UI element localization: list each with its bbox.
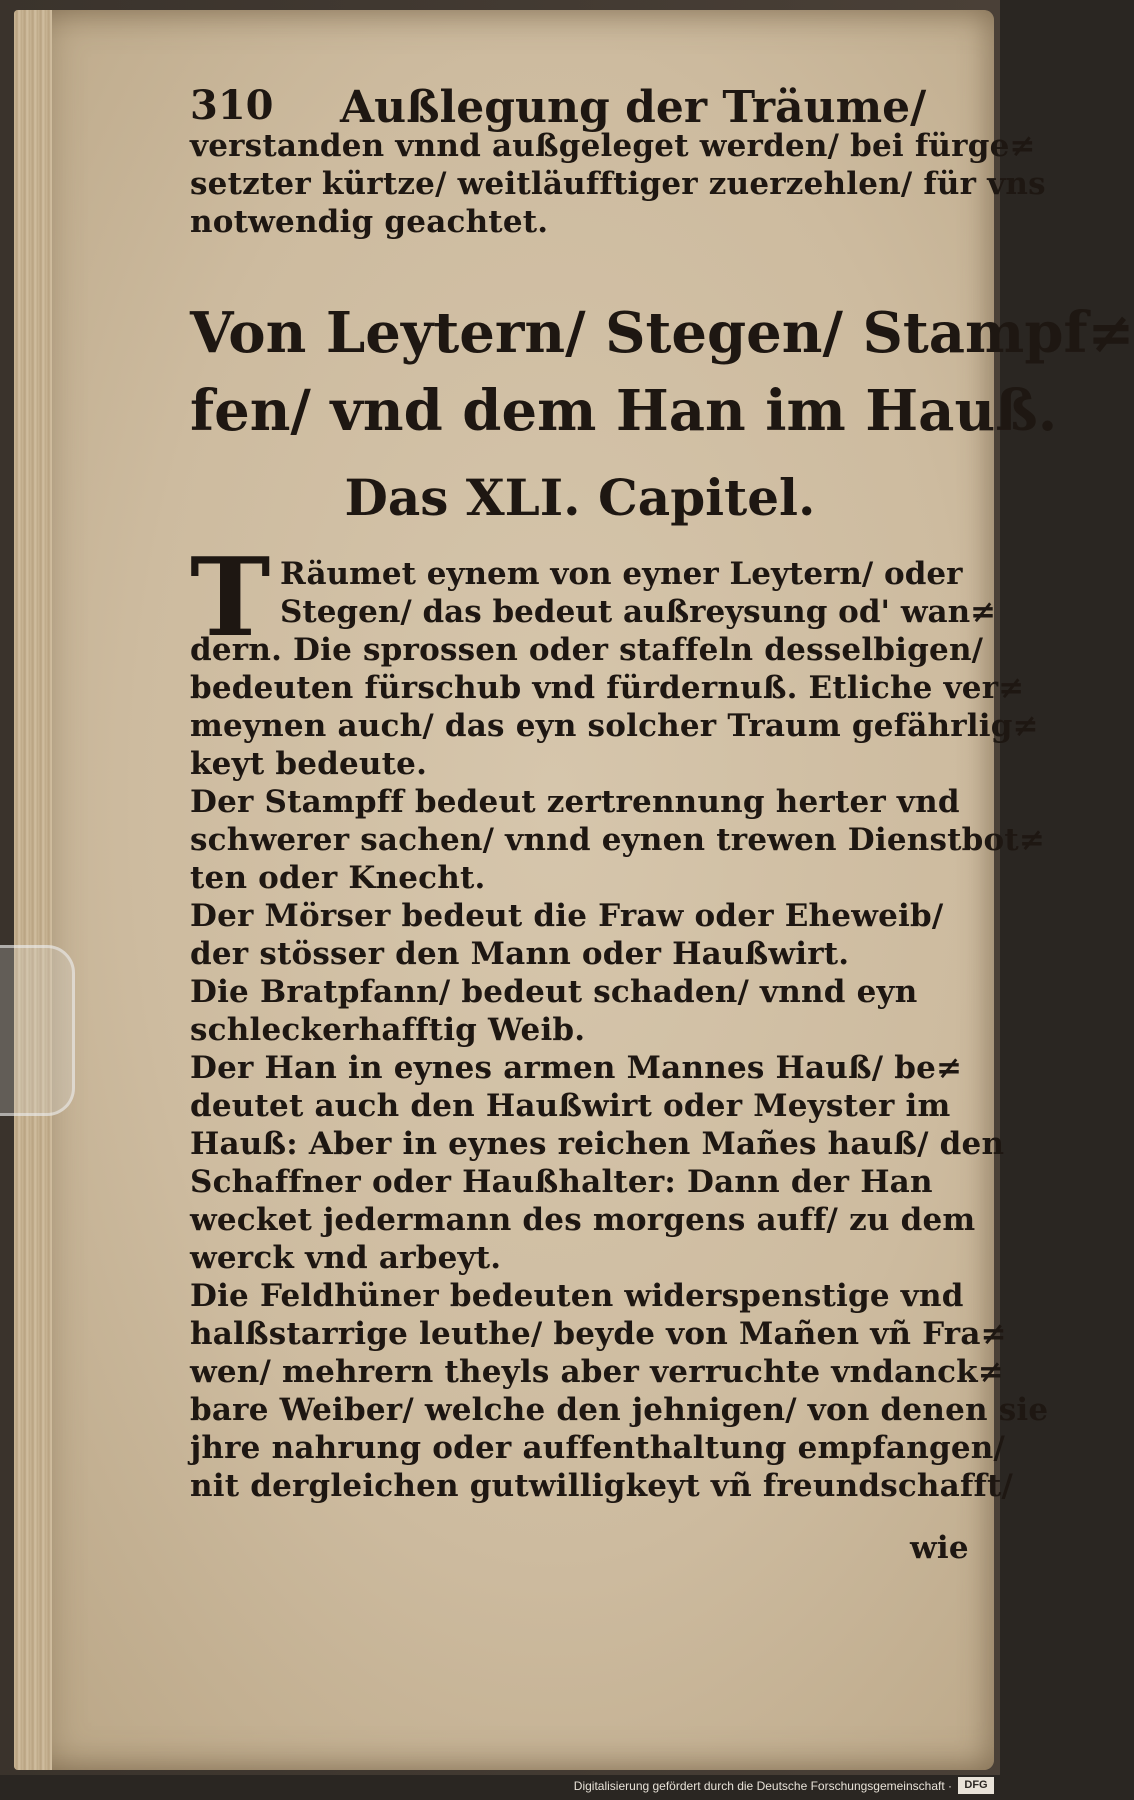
body-line: Die Feldhüner bedeuten widerspenstige vnd	[190, 1278, 964, 1314]
body-line: halßstarrige leuthe/ beyde von Mañen vñ Fra≠	[190, 1316, 1007, 1352]
body-line: der stösser den Mann oder Haußwirt.	[190, 936, 850, 972]
body-line: Schaffner oder Haußhalter: Dann der Han	[190, 1164, 933, 1200]
chapter-title-line-1: Von Leytern/ Stegen/ Stampf≠	[190, 300, 1134, 366]
catchword: wie	[910, 1530, 969, 1566]
body-line: nit dergleichen gutwilligkeyt vñ freundschafft/	[190, 1468, 1014, 1504]
page-clip	[0, 945, 75, 1116]
body-line: schwerer sachen/ vnnd eynen trewen Dienstbot≠	[190, 822, 1046, 858]
intro-line: setzter kürtze/ weitläufftiger zuerzehlen/ für vns	[190, 166, 1046, 202]
drop-cap-initial: T	[190, 535, 271, 661]
chapter-title-line-2: fen/ vnd dem Han im Hauß.	[190, 378, 1058, 444]
body-line: Der Mörser bedeut die Fraw oder Eheweib/	[190, 898, 944, 934]
body-line: werck vnd arbeyt.	[190, 1240, 502, 1276]
body-line: Die Bratpfann/ bedeut schaden/ vnnd eyn	[190, 974, 918, 1010]
body-line: Der Stampff bedeut zertrennung herter vnd	[190, 784, 960, 820]
intro-line: notwendig geachtet.	[190, 204, 549, 240]
body-line: bare Weiber/ welche den jehnigen/ von denen sie	[190, 1392, 1049, 1428]
digitization-credit: Digitalisierung gefördert durch die Deutsche Forschungsgemeinschaft ·	[573, 1779, 952, 1793]
body-line: schleckerhafftig Weib.	[190, 1012, 586, 1048]
dfg-logo: DFG	[958, 1777, 994, 1794]
chapter-number: Das XLI. Capitel.	[344, 468, 816, 527]
body-line: Stegen/ das bedeut außreysung od' wan≠	[280, 594, 997, 630]
body-line: wecket jedermann des morgens auff/ zu dem	[190, 1202, 976, 1238]
body-line: Hauß: Aber in eynes reichen Mañes hauß/ den	[190, 1126, 1005, 1162]
body-line: ten oder Knecht.	[190, 860, 486, 896]
running-head: Außlegung der Träume/	[340, 82, 927, 133]
body-line: keyt bedeute.	[190, 746, 428, 782]
paper-page	[14, 10, 1134, 1770]
body-line: jhre nahrung oder auffenthaltung empfangen/	[190, 1430, 1006, 1466]
body-line: Räumet eynem von eyner Leytern/ oder	[280, 556, 963, 592]
body-line: deutet auch den Haußwirt oder Meyster im	[190, 1088, 951, 1124]
body-line: Der Han in eynes armen Mannes Hauß/ be≠	[190, 1050, 963, 1086]
page-stack-edge	[14, 10, 52, 1770]
body-line: dern. Die sprossen oder staffeln desselbigen/	[190, 632, 984, 668]
intro-line: verstanden vnnd außgeleget werden/ bei fürge≠	[190, 128, 1036, 164]
page-number: 310	[190, 82, 274, 129]
body-line: bedeuten fürschub vnd fürdernuß. Etliche ver≠	[190, 670, 1025, 706]
body-line: meynen auch/ das eyn solcher Traum gefährlig≠	[190, 708, 1039, 744]
body-line: wen/ mehrern theyls aber verruchte vndanck≠	[190, 1354, 1005, 1390]
